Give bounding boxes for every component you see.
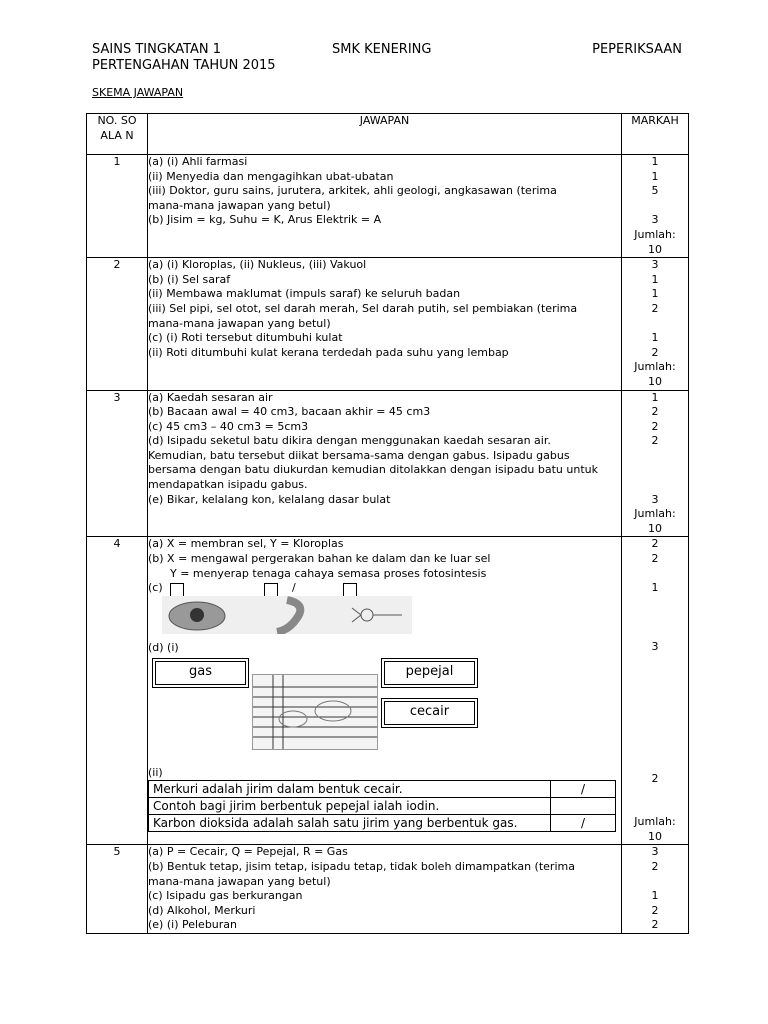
table-row-q3 [87,390,689,537]
exam-title-part2: PERTENGAHAN TAHUN 2015 [92,58,276,73]
answer-cell [148,845,622,934]
table-row-q1 [87,155,689,258]
answer-table [86,113,689,934]
question-number: 5 [87,845,148,934]
cell-choice-images [148,581,621,641]
mark-value: 1 [651,272,659,286]
mark-value: 2 [651,537,659,551]
answer-line: (c) (i) Roti tersebut ditumbuhi kulat [148,331,343,345]
mark-value: 1 [651,331,659,345]
answer-line: (d) Alkohol, Merkuri [148,903,256,917]
marks-cell [622,155,689,258]
subject-title: SAINS TINGKATAN 1 [92,42,222,57]
answer-line: (b) Bentuk tetap, jisim tetap, isipadu tetap, tidak boleh dimampatkan (terima mana-mana jawapan yang betul) [148,860,575,888]
mark-value: 1 [651,581,659,595]
label-pepejal-box [381,658,478,688]
label-cecair-box [381,698,478,728]
mark-value: 2 [651,860,659,874]
label-gas: gas [189,663,212,679]
mark-value: 3 [651,845,659,859]
mark-value: 5 [651,184,659,198]
mark-value: 2 [651,918,659,932]
total-label: Jumlah: [634,507,676,521]
school-name: SMK KENERING [332,42,432,57]
mark-value: 2 [651,345,659,359]
mark-value: 2 [651,301,659,315]
header-no: NO. SOALA N [87,114,148,155]
mark-value: 1 [651,889,659,903]
question-number: 3 [87,390,148,537]
total-label: Jumlah: [634,227,676,241]
diagram-image [252,674,378,750]
table-row [149,781,616,798]
mark-value: 3 [651,258,659,272]
mark-value: 1 [651,287,659,301]
table-row-q4 [87,537,689,845]
scheme-heading: SKEMA JAWAPAN [92,86,184,99]
answer-line: (ii) Roti ditumbuhi kulat kerana terdedah pada suhu yang lembap [148,345,509,359]
header-jawapan: JAWAPAN [148,114,622,155]
question-number: 1 [87,155,148,258]
total-label: Jumlah: [634,360,676,374]
answer-line: Y = menyerap tenaga cahaya semasa proses fotosintesis [170,566,487,580]
table-row [149,798,616,815]
mark-value: 2 [651,419,659,433]
exam-title-part1: PEPERIKSAAN [592,42,682,57]
statement-text: Karbon dioksida adalah salah satu jirim yang berbentuk gas. [149,815,551,832]
mark-value: 1 [651,390,659,404]
marks-cell [622,390,689,537]
states-of-matter-diagram [148,656,621,766]
mark-value: 1 [651,169,659,183]
answer-line: (d) (i) [148,641,179,655]
label-cecair: cecair [409,703,450,719]
statement-text: Contoh bagi jirim berbentuk pepejal ialah iodin. [149,798,551,815]
choice-box [343,583,357,597]
total-value: 10 [648,521,662,535]
answer-line: (ii) Menyedia dan mengagihkan ubat-ubatan [148,169,394,183]
answer-line: (a) Kaedah sesaran air [148,390,273,404]
mark-value: 2 [651,405,659,419]
label-gas-box [152,658,249,688]
mark-value: 3 [651,213,659,227]
label-pepejal: pepejal [405,663,454,679]
answer-line: (c) 45 cm3 – 40 cm3 = 5cm3 [148,419,309,433]
answer-line: (c) Isipadu gas berkurangan [148,889,303,903]
question-number: 4 [87,537,148,845]
answer-line: (a) (i) Kloroplas, (ii) Nukleus, (iii) Vakuol [148,258,367,272]
choice-box [264,583,278,597]
answer-cell [148,155,622,258]
total-value: 10 [648,829,662,843]
answer-line: (e) Bikar, kelalang kon, kelalang dasar bulat [148,492,391,506]
mark-value: 3 [651,640,659,654]
answer-line: (b) Bacaan awal = 40 cm3, bacaan akhir = 45 cm3 [148,405,431,419]
table-row [149,815,616,832]
mark-value: 2 [651,552,659,566]
total-value: 10 [648,242,662,256]
statement-text: Merkuri adalah jirim dalam bentuk cecair. [149,781,551,798]
answer-cell [148,390,622,537]
answer-line: (b) Jisim = kg, Suhu = K, Arus Elektrik = A [148,213,382,227]
mark-value: 2 [651,434,659,448]
answer-line: (ii) [148,765,163,779]
marks-cell [622,537,689,845]
answer-line: (ii) Membawa maklumat (impuls saraf) ke seluruh badan [148,287,461,301]
tick-mark: / [292,581,296,595]
total-label: Jumlah: [634,815,676,829]
table-header-row [87,114,689,155]
statement-mark [551,798,616,815]
answer-line: (a) (i) Ahli farmasi [148,155,248,168]
answer-line: (c) [148,581,163,595]
answer-cell [148,537,622,845]
header-markah: MARKAH [622,114,689,155]
answer-line: (iii) Doktor, guru sains, jurutera, arkitek, ahli geologi, angkasawan (terima mana-mana jawapan yang betul) [148,184,557,212]
answer-line: (d) Isipadu seketul batu dikira dengan menggunakan kaedah sesaran air. Kemudian, batu tersebut diikat bersama-sama dengan gabus. Isipadu gabus bersama dengan batu diukurdan kemudian ditolakkan dengan isipadu batu untuk mendapatkan isipadu gabus. [148,434,598,492]
marks-cell [622,258,689,390]
statement-mark: / [551,781,616,798]
statement-mark: / [551,815,616,832]
answer-line: (a) X = membran sel, Y = Kloroplas [148,537,344,551]
mark-value: 1 [651,155,659,168]
header-row [92,42,682,59]
choice-box [170,583,184,597]
statement-table [148,780,616,832]
answer-line: (iii) Sel pipi, sel otot, sel darah merah, Sel darah putih, sel pembiakan (terima mana-mana jawapan yang betul) [148,301,578,330]
answer-line: (a) P = Cecair, Q = Pepejal, R = Gas [148,845,348,859]
mark-value: 2 [651,772,659,786]
answer-line: (b) X = mengawal pergerakan bahan ke dalam dan ke luar sel [148,552,491,566]
answer-line: (b) (i) Sel saraf [148,272,231,286]
table-row-q2 [87,258,689,390]
mark-value: 2 [651,903,659,917]
cell-images [162,596,412,634]
answer-cell [148,258,622,390]
mark-value: 3 [651,492,659,506]
total-value: 10 [648,374,662,388]
answer-line: (e) (i) Peleburan [148,918,238,932]
question-number: 2 [87,258,148,390]
marks-cell [622,845,689,934]
table-row-q5 [87,845,689,934]
